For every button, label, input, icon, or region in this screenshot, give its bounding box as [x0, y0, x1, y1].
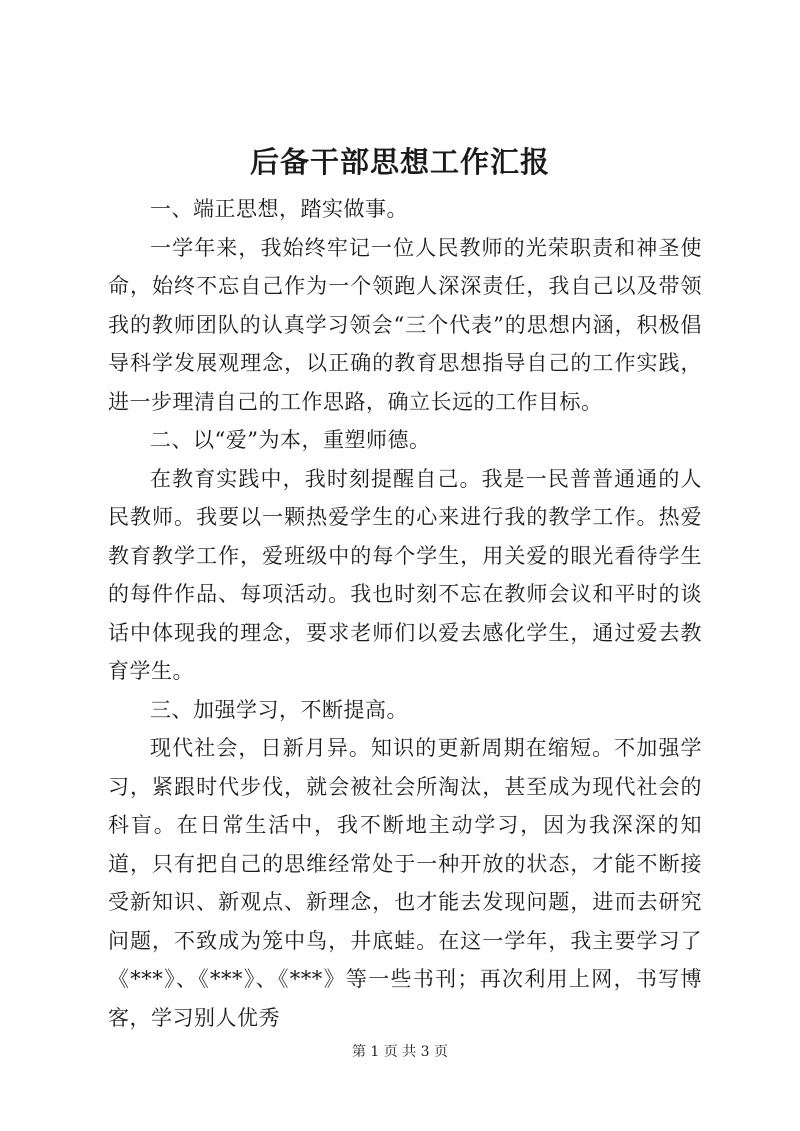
section-heading-2: 二、以“爱”为本，重塑师德。: [150, 428, 431, 452]
section-heading-1: 一、端正思想，踏实做事。: [150, 197, 408, 221]
body-paragraph-1: 一学年来，我始终牢记一位人民教师的光荣职责和神圣使命，始终不忘自己作为一个领跑人深深责任，我自己以及带领我的教师团队的认真学习领会“三个代表”的思想内涵，积极倡导科学发展观理念，以正确的教育思想指导自己的工作实践，进一步理清自己的工作思路，确立长远的工作目标。: [108, 235, 702, 414]
document-title: 后备干部思想工作汇报: [249, 145, 550, 179]
document-body: [108, 190, 702, 1037]
body-paragraph-3: 现代社会，日新月异。知识的更新周期在缩短。不加强学习，紧跟时代步伐，就会被社会所淘汰，甚至成为现代社会的科盲。在日常生活中，我不断地主动学习，因为我深深的知道，只有把自己的思维经常处于一种开放的状态，才能不断接受新知识、新观点、新理念，也才能去发现问题，进而去研究问题，不致成为笼中鸟，井底蛙。在这一学年，我主要学习了《***》、《***》、《***》等一些书刊；再次利用上网，书写博客，学习别人优秀: [108, 736, 702, 1030]
section-heading-3: 三、加强学习，不断提高。: [150, 697, 408, 722]
body-paragraph-2: 在教育实践中，我时刻提醒自己。我是一民普普通通的人民教师。我要以一颗热爱学生的心来进行我的教学工作。热爱教育教学工作，爱班级中的每个学生，用关爱的眼光看待学生的每件作品、每项活动。我也时刻不忘在教师会议和平时的谈话中体现我的理念，要求老师们以爱去感化学生，通过爱去教育学生。: [108, 466, 702, 683]
page-footer: 第 1 页 共 3 页: [351, 1044, 449, 1060]
